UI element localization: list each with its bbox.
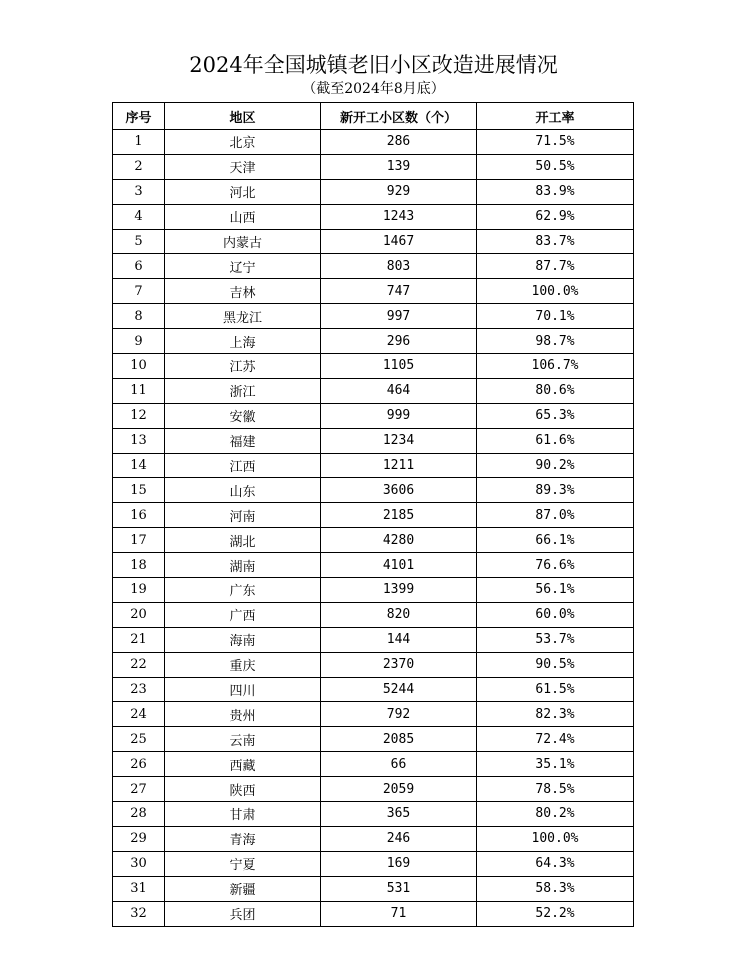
table-row xyxy=(113,254,634,279)
table-row xyxy=(113,179,634,204)
cell-region: 海南 xyxy=(165,627,321,652)
table-row xyxy=(113,677,634,702)
cell-seq: 4 xyxy=(113,204,165,229)
table-row xyxy=(113,876,634,901)
cell-start-rate: 56.1% xyxy=(477,578,634,603)
cell-seq: 26 xyxy=(113,752,165,777)
header-region: 地区 xyxy=(165,103,321,130)
cell-new-communities: 464 xyxy=(321,378,477,403)
cell-region: 河北 xyxy=(165,179,321,204)
cell-region: 宁夏 xyxy=(165,851,321,876)
cell-start-rate: 90.2% xyxy=(477,453,634,478)
table-row xyxy=(113,627,634,652)
cell-new-communities: 71 xyxy=(321,901,477,926)
cell-start-rate: 58.3% xyxy=(477,876,634,901)
cell-seq: 28 xyxy=(113,802,165,827)
cell-new-communities: 5244 xyxy=(321,677,477,702)
cell-seq: 20 xyxy=(113,602,165,627)
cell-seq: 11 xyxy=(113,378,165,403)
cell-seq: 16 xyxy=(113,503,165,528)
cell-seq: 27 xyxy=(113,777,165,802)
cell-region: 青海 xyxy=(165,826,321,851)
cell-start-rate: 78.5% xyxy=(477,777,634,802)
cell-region: 天津 xyxy=(165,154,321,179)
cell-new-communities: 296 xyxy=(321,329,477,354)
cell-new-communities: 3606 xyxy=(321,478,477,503)
cell-region: 广西 xyxy=(165,602,321,627)
cell-new-communities: 1234 xyxy=(321,428,477,453)
cell-new-communities: 144 xyxy=(321,627,477,652)
cell-start-rate: 106.7% xyxy=(477,354,634,379)
cell-region: 湖北 xyxy=(165,528,321,553)
table-row xyxy=(113,578,634,603)
cell-new-communities: 286 xyxy=(321,130,477,155)
cell-new-communities: 246 xyxy=(321,826,477,851)
cell-start-rate: 82.3% xyxy=(477,702,634,727)
cell-seq: 29 xyxy=(113,826,165,851)
cell-seq: 7 xyxy=(113,279,165,304)
cell-start-rate: 90.5% xyxy=(477,652,634,677)
cell-new-communities: 2370 xyxy=(321,652,477,677)
cell-new-communities: 169 xyxy=(321,851,477,876)
cell-new-communities: 1399 xyxy=(321,578,477,603)
cell-region: 辽宁 xyxy=(165,254,321,279)
cell-new-communities: 365 xyxy=(321,802,477,827)
table-row xyxy=(113,229,634,254)
table-row xyxy=(113,154,634,179)
progress-table xyxy=(112,102,634,927)
cell-start-rate: 64.3% xyxy=(477,851,634,876)
cell-region: 贵州 xyxy=(165,702,321,727)
table-row xyxy=(113,428,634,453)
cell-seq: 2 xyxy=(113,154,165,179)
cell-seq: 12 xyxy=(113,403,165,428)
cell-seq: 22 xyxy=(113,652,165,677)
cell-start-rate: 71.5% xyxy=(477,130,634,155)
cell-seq: 24 xyxy=(113,702,165,727)
table-row xyxy=(113,851,634,876)
table-row xyxy=(113,901,634,926)
cell-start-rate: 70.1% xyxy=(477,304,634,329)
table-row xyxy=(113,802,634,827)
cell-region: 黑龙江 xyxy=(165,304,321,329)
cell-seq: 8 xyxy=(113,304,165,329)
cell-region: 重庆 xyxy=(165,652,321,677)
cell-new-communities: 1211 xyxy=(321,453,477,478)
cell-start-rate: 60.0% xyxy=(477,602,634,627)
cell-start-rate: 80.2% xyxy=(477,802,634,827)
table-body xyxy=(113,130,634,927)
cell-region: 吉林 xyxy=(165,279,321,304)
table-row xyxy=(113,777,634,802)
cell-start-rate: 76.6% xyxy=(477,553,634,578)
cell-new-communities: 2059 xyxy=(321,777,477,802)
cell-new-communities: 1467 xyxy=(321,229,477,254)
cell-region: 安徽 xyxy=(165,403,321,428)
cell-seq: 15 xyxy=(113,478,165,503)
cell-region: 云南 xyxy=(165,727,321,752)
cell-region: 山西 xyxy=(165,204,321,229)
cell-new-communities: 747 xyxy=(321,279,477,304)
document-subtitle: （截至2024年8月底） xyxy=(302,81,445,97)
cell-start-rate: 61.5% xyxy=(477,677,634,702)
cell-region: 湖南 xyxy=(165,553,321,578)
cell-region: 兵团 xyxy=(165,901,321,926)
cell-start-rate: 98.7% xyxy=(477,329,634,354)
cell-seq: 30 xyxy=(113,851,165,876)
cell-new-communities: 803 xyxy=(321,254,477,279)
cell-region: 西藏 xyxy=(165,752,321,777)
table-row xyxy=(113,602,634,627)
cell-seq: 23 xyxy=(113,677,165,702)
cell-seq: 31 xyxy=(113,876,165,901)
cell-seq: 1 xyxy=(113,130,165,155)
cell-new-communities: 792 xyxy=(321,702,477,727)
cell-region: 四川 xyxy=(165,677,321,702)
table-row xyxy=(113,752,634,777)
cell-seq: 19 xyxy=(113,578,165,603)
cell-new-communities: 820 xyxy=(321,602,477,627)
cell-region: 山东 xyxy=(165,478,321,503)
cell-region: 内蒙古 xyxy=(165,229,321,254)
document-title: 2024年全国城镇老旧小区改造进展情况 xyxy=(189,53,558,77)
cell-new-communities: 1105 xyxy=(321,354,477,379)
header-seq: 序号 xyxy=(113,103,165,130)
cell-seq: 21 xyxy=(113,627,165,652)
cell-new-communities: 2085 xyxy=(321,727,477,752)
table-row xyxy=(113,453,634,478)
table-row xyxy=(113,130,634,155)
table-row xyxy=(113,528,634,553)
cell-region: 甘肃 xyxy=(165,802,321,827)
table-row xyxy=(113,378,634,403)
cell-region: 江苏 xyxy=(165,354,321,379)
cell-seq: 25 xyxy=(113,727,165,752)
cell-new-communities: 929 xyxy=(321,179,477,204)
cell-start-rate: 50.5% xyxy=(477,154,634,179)
table-row xyxy=(113,553,634,578)
table-row xyxy=(113,304,634,329)
cell-seq: 9 xyxy=(113,329,165,354)
table-row xyxy=(113,329,634,354)
cell-region: 浙江 xyxy=(165,378,321,403)
cell-new-communities: 997 xyxy=(321,304,477,329)
cell-start-rate: 35.1% xyxy=(477,752,634,777)
cell-new-communities: 139 xyxy=(321,154,477,179)
cell-start-rate: 87.0% xyxy=(477,503,634,528)
cell-seq: 32 xyxy=(113,901,165,926)
cell-start-rate: 83.9% xyxy=(477,179,634,204)
cell-start-rate: 53.7% xyxy=(477,627,634,652)
table-header-row xyxy=(113,103,634,130)
cell-seq: 10 xyxy=(113,354,165,379)
cell-start-rate: 61.6% xyxy=(477,428,634,453)
cell-start-rate: 100.0% xyxy=(477,826,634,851)
cell-start-rate: 83.7% xyxy=(477,229,634,254)
table-row xyxy=(113,702,634,727)
cell-region: 广东 xyxy=(165,578,321,603)
cell-new-communities: 2185 xyxy=(321,503,477,528)
cell-start-rate: 89.3% xyxy=(477,478,634,503)
header-start-rate: 开工率 xyxy=(477,103,634,130)
cell-region: 上海 xyxy=(165,329,321,354)
cell-new-communities: 4280 xyxy=(321,528,477,553)
cell-start-rate: 65.3% xyxy=(477,403,634,428)
table-row xyxy=(113,279,634,304)
cell-new-communities: 66 xyxy=(321,752,477,777)
cell-seq: 17 xyxy=(113,528,165,553)
cell-region: 北京 xyxy=(165,130,321,155)
table-row xyxy=(113,204,634,229)
table-row xyxy=(113,478,634,503)
cell-seq: 14 xyxy=(113,453,165,478)
cell-start-rate: 52.2% xyxy=(477,901,634,926)
cell-region: 福建 xyxy=(165,428,321,453)
cell-start-rate: 87.7% xyxy=(477,254,634,279)
table-row xyxy=(113,826,634,851)
cell-start-rate: 100.0% xyxy=(477,279,634,304)
cell-seq: 3 xyxy=(113,179,165,204)
cell-new-communities: 1243 xyxy=(321,204,477,229)
cell-new-communities: 531 xyxy=(321,876,477,901)
cell-new-communities: 999 xyxy=(321,403,477,428)
header-new-communities: 新开工小区数（个） xyxy=(321,103,477,130)
table-row xyxy=(113,727,634,752)
cell-start-rate: 72.4% xyxy=(477,727,634,752)
cell-region: 陕西 xyxy=(165,777,321,802)
cell-start-rate: 62.9% xyxy=(477,204,634,229)
cell-region: 新疆 xyxy=(165,876,321,901)
cell-new-communities: 4101 xyxy=(321,553,477,578)
table-row xyxy=(113,652,634,677)
cell-start-rate: 66.1% xyxy=(477,528,634,553)
cell-seq: 5 xyxy=(113,229,165,254)
table-row xyxy=(113,354,634,379)
cell-region: 江西 xyxy=(165,453,321,478)
table-row xyxy=(113,503,634,528)
cell-seq: 18 xyxy=(113,553,165,578)
cell-start-rate: 80.6% xyxy=(477,378,634,403)
cell-seq: 6 xyxy=(113,254,165,279)
cell-seq: 13 xyxy=(113,428,165,453)
table-row xyxy=(113,403,634,428)
cell-region: 河南 xyxy=(165,503,321,528)
